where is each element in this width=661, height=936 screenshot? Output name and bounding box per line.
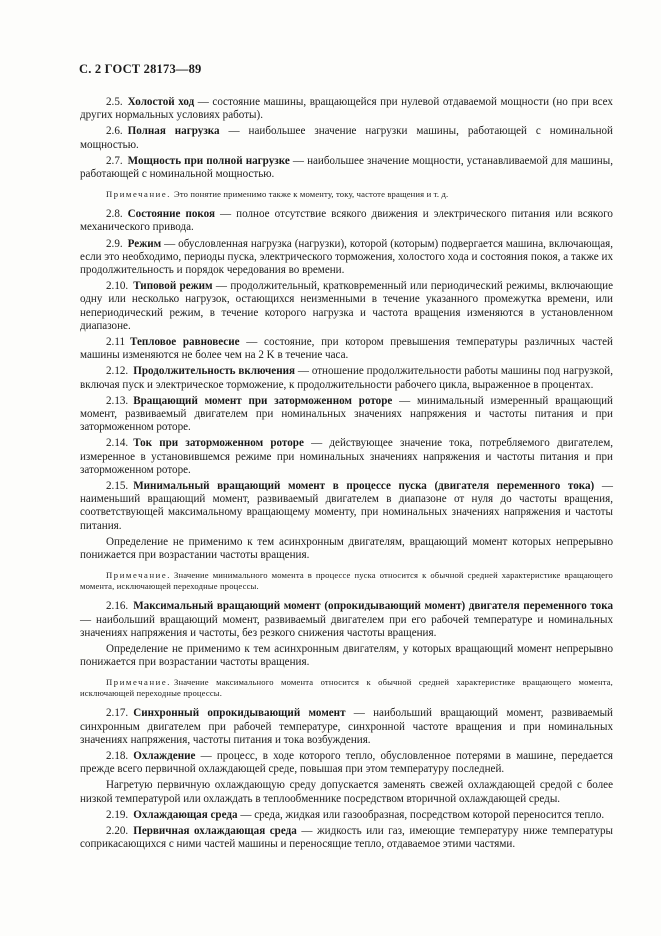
clause-term: Первичная охлаждающая среда (133, 824, 297, 837)
clause-definition: — минимальный измеренный вращающий момент, развиваемый двигателем при номинальных значениях напряжения и частоты питания и при заторможенном роторе. (80, 394, 613, 434)
clause-number: 2.11 (106, 336, 126, 349)
clause-paragraph (80, 280, 613, 333)
clause-definition: — наибольший вращающий момент, развиваемый двигателем при его рабочей температуре и номинальных значениях напряжения и частоты, без резкого снижения частоты вращения. (80, 613, 613, 639)
clause-definition: — полное отсутствие всякого движения и электрического питания или всякого механического привода. (80, 208, 613, 234)
clause-paragraph (80, 437, 613, 477)
clause-paragraph (80, 707, 613, 747)
clause-definition: — продолжительный, кратковременный или периодический режимы, включающие одну или несколько нагрузок, остающихся неизменными в течение указанного промежутка времени, или непериодический режим, в течение которого нагрузка и частота вращения изменяются в установленном диапазоне. (80, 280, 613, 332)
clause-paragraph (80, 208, 613, 234)
clause-number: 2.15. (106, 480, 129, 493)
clause-paragraph (80, 480, 613, 533)
clause-paragraph (80, 825, 613, 851)
clause-paragraph (80, 395, 613, 435)
clause-paragraph (80, 365, 613, 391)
clause-paragraph (80, 96, 613, 122)
clause-definition: — наибольший вращающий момент, развиваемый синхронным двигателем при рабочей температуре, синхронной частоте вращения и при номинальных значениях напряжения, частоты питания и тока возбуждения. (80, 707, 613, 746)
paragraph-text: Определение не применимо к тем асинхронным двигателям, вращающий момент которых непрерывно понижается при возрастании частоты вращения. (80, 535, 613, 562)
body-paragraph (80, 779, 613, 805)
clause-number: 2.14. (106, 437, 129, 450)
clause-number: 2.17. (106, 707, 129, 720)
note-label: Примечание. (106, 570, 172, 581)
clause-definition: — процесс, в ходе которого тепло, обусловленное потерями в машине, передается прежде всего первичной охлаждающей среде, повышая при этом температуру последней. (80, 749, 613, 776)
clause-paragraph (80, 809, 613, 822)
clause-paragraph (80, 155, 613, 181)
clause-definition: — жидкость или газ, имеющие температуру ниже температуры соприкасающихся с ними частей машины и переносящие тепло, отдаваемое этими частями. (80, 824, 613, 851)
clause-term: Режим (127, 237, 162, 250)
clause-paragraph (80, 125, 613, 151)
clause-number: 2.18. (106, 749, 129, 762)
clause-number: 2.8. (106, 208, 123, 221)
clause-term: Ток при заторможенном роторе (133, 437, 304, 450)
body-paragraph (80, 536, 613, 562)
clause-definition: — среда, жидкая или газообразная, посредством которой переносится тепло. (237, 808, 605, 821)
clause-number: 2.16. (106, 600, 129, 613)
note-label: Примечание. (106, 189, 172, 200)
page-header: С. 2 ГОСТ 28173—89 (79, 62, 202, 76)
clause-term: Холостой ход (127, 96, 195, 108)
note-text: Значение минимального момента в процессе пуска относится к обычной средней характеристике вращающего момента, исключающей переходные процессы. (80, 570, 613, 592)
clause-definition: — отношение продолжительности работы машины под нагрузкой, включая пуск и электрическое торможение, к продолжительности рабочего цикла, выраженное в процентах. (80, 365, 613, 391)
clause-number: 2.9. (106, 237, 123, 250)
note-paragraph (80, 189, 613, 200)
clause-definition: — действующее значение тока, потребляемого двигателем, измеренное в установившемся режиме при номинальных значениях напряжения и частоты питания и при заторможенном роторе. (80, 437, 613, 476)
clause-term: Тепловое равновесие (130, 336, 240, 349)
clause-paragraph (80, 336, 613, 362)
clause-number: 2.12. (106, 365, 129, 378)
clause-term: Мощность при полной нагрузке (127, 154, 290, 167)
clause-term: Охлаждающая среда (133, 808, 238, 821)
clause-term: Типовой режим (133, 280, 213, 293)
clause-definition: — состояние, при котором превышения температуры различных частей машины изменяются не более чем на 2 K в течение часа. (80, 336, 613, 362)
clause-term: Синхронный опрокидывающий момент (133, 707, 346, 720)
clause-definition: — наибольшее значение мощности, устанавливаемой для машины, работающей с номинальной мощностью. (80, 154, 613, 181)
clause-term: Состояние покоя (127, 208, 216, 221)
clause-number: 2.13. (106, 394, 129, 407)
paragraph-text: Определение не применимо к тем асинхронным двигателям, у которых вращающий момент непрерывно понижается при возрастании частоты вращения. (80, 642, 613, 669)
note-text: Это понятие применимо также к моменту, току, частоте вращения и т. д. (174, 189, 449, 200)
note-label: Примечание. (106, 677, 172, 688)
body-paragraph (80, 643, 613, 669)
note-text: Значение максимального момента относится к обычной средней характеристике вращающего момента, исключающей переходные процессы. (80, 677, 613, 699)
clause-term: Вращающий момент при заторможенном роторе (133, 394, 393, 407)
clause-term: Продолжительность включения (133, 365, 296, 378)
clause-paragraph (80, 600, 613, 640)
clause-number: 2.19. (106, 808, 129, 821)
clause-term: Минимальный вращающий момент в процессе пуска (двигателя переменного тока) (133, 480, 595, 493)
clause-paragraph (80, 238, 613, 278)
clause-definition: — наименьший вращающий момент, развиваемый двигателем в диапазоне от нуля до частоты вращения, соответствующей максимальному вращающему моменту, при номинальных значениях напряжения и частоты питания. (80, 480, 613, 532)
note-paragraph (80, 677, 613, 699)
clause-term: Максимальный вращающий момент (опрокидывающий момент) двигателя переменного тока (133, 600, 613, 613)
clause-number: 2.5. (106, 96, 123, 108)
clause-number: 2.6. (106, 125, 123, 138)
clause-number: 2.10. (106, 280, 129, 293)
clause-definition: — наибольшее значение нагрузки машины, работающей с номинальной мощностью. (80, 125, 613, 151)
clause-number: 2.7. (106, 154, 123, 167)
clause-term: Полная нагрузка (127, 125, 220, 138)
document-body (80, 96, 613, 854)
note-paragraph (80, 570, 613, 592)
clause-term: Охлаждение (133, 749, 196, 762)
clause-definition: — обусловленная нагрузка (нагрузки), которой (которым) подвергается машина, включающая, если это необходимо, периоды пуска, электрического торможения, холостого хода и состояния покоя, а также их продолжительность и порядок чередования во времени. (80, 237, 613, 277)
clause-number: 2.20. (106, 824, 129, 837)
clause-paragraph (80, 750, 613, 776)
paragraph-text: Нагретую первичную охлаждающую среду допускается заменять свежей охлаждающей средой с более низкой температурой или охлаждать в теплообменнике посредством вторичной охлаждающей среды. (80, 779, 613, 805)
clause-definition: — состояние машины, вращающейся при нулевой отдаваемой мощности (но при всех других нормальных условиях работы). (80, 96, 613, 122)
